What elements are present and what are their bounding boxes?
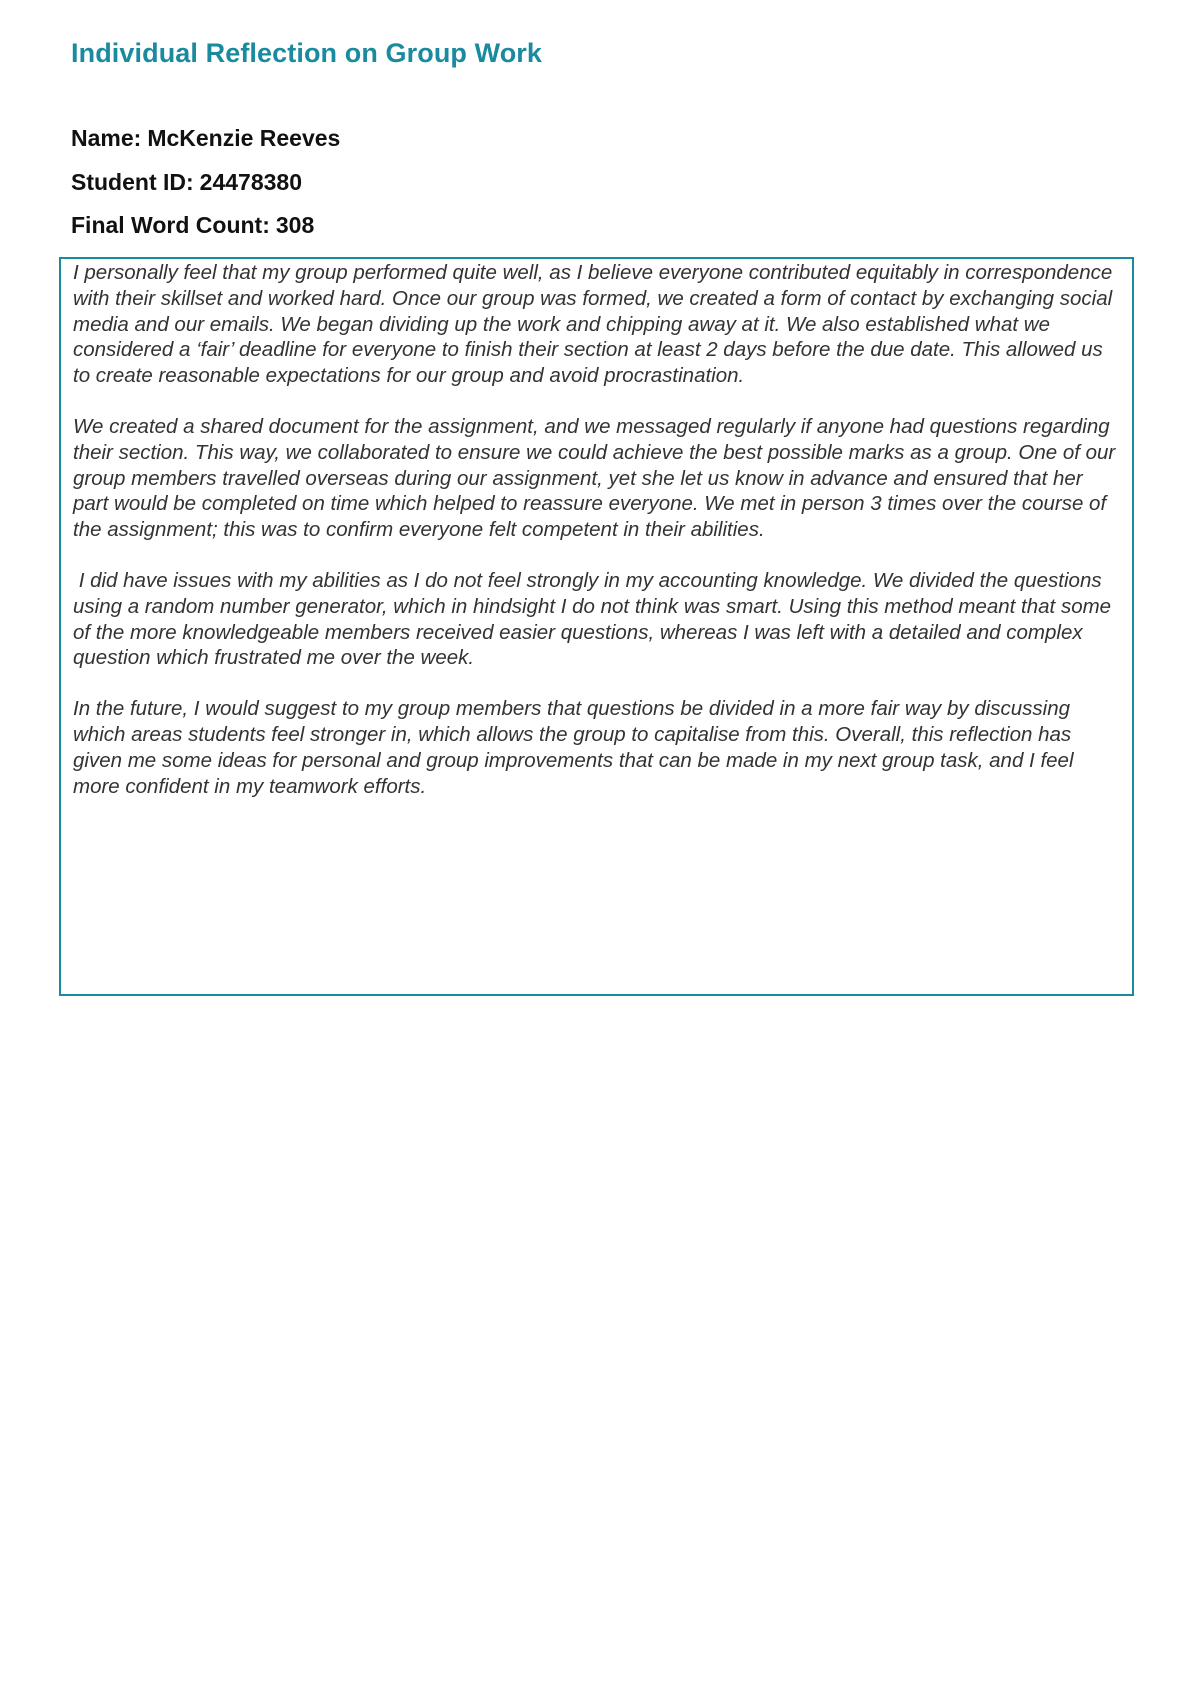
student-id-label: Student ID: bbox=[71, 169, 194, 195]
reflection-paragraph: We created a shared document for the assignment, and we messaged regularly if anyone had questions regarding their section. This way, we collaborated to ensure we could achieve the best possible marks as a group. One of our group members travelled overseas during our assignment, yet she let us know in advance and ensured that her part would be completed on time which helped to reassure everyone. We met in person 3 times over the course of the assignment; this was to confirm everyone felt competent in their abilities. bbox=[73, 414, 1116, 542]
reflection-text-box bbox=[59, 257, 1134, 996]
word-count-label: Final Word Count: bbox=[71, 212, 270, 238]
reflection-paragraph: I did have issues with my abilities as I do not feel strongly in my accounting knowledge. We divided the questions using a random number generator, which in hindsight I do not think was smart. Using this method meant that some of the more knowledgeable members received easier questions, whereas I was left with a detailed and complex question which frustrated me over the week. bbox=[73, 568, 1117, 670]
name-label: Name: bbox=[71, 125, 142, 151]
student-name-line bbox=[71, 125, 340, 152]
page-title: Individual Reflection on Group Work bbox=[71, 38, 543, 68]
word-count-value: 308 bbox=[275, 212, 315, 238]
name-value: McKenzie Reeves bbox=[147, 125, 341, 151]
reflection-paragraph: In the future, I would suggest to my group members that questions be divided in a more fair way by discussing which areas students feel stronger in, which allows the group to capitalise from this. Overall, this reflection has given me some ideas for personal and group improvements that can be made in my next group task, and I feel more confident in my teamwork efforts. bbox=[73, 697, 1074, 798]
word-count-line bbox=[71, 212, 314, 239]
student-id-value: 24478380 bbox=[199, 169, 302, 195]
student-id-line bbox=[71, 169, 302, 196]
reflection-paragraph: I personally feel that my group performed quite well, as I believe everyone contributed equitably in correspondence with their skillset and worked hard. Once our group was formed, we created a form of contact by exchanging social media and our emails. We began dividing up the work and chipping away at it. We also established what we considered a ‘fair’ deadline for everyone to finish their section at least 2 days before the due date. This allowed us to create reasonable expectations for our group and avoid procrastination. bbox=[73, 261, 1113, 388]
